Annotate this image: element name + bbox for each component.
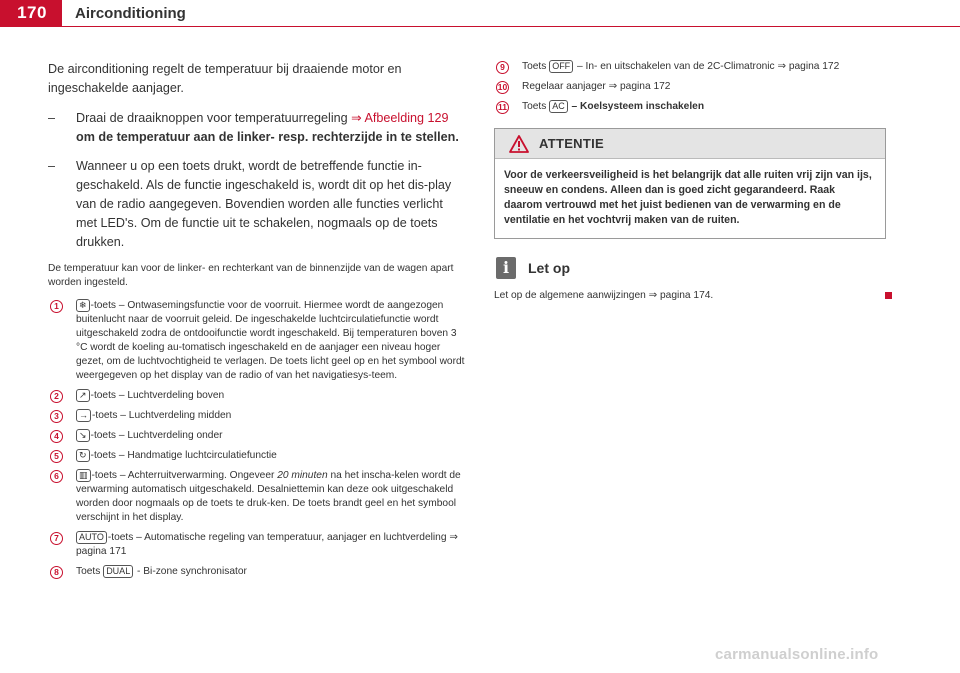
ac-key: AC: [549, 100, 568, 113]
intro-paragraph: De airconditioning regelt de temperatuur bij draaiende motor en ingeschakelde aanjager.: [48, 62, 402, 95]
callout-number: 11: [498, 102, 507, 112]
airflow-up-key-icon: ↗: [76, 389, 90, 402]
legend-item-8: [48, 565, 466, 579]
figure-link[interactable]: ⇒ Afbeelding 129: [351, 111, 449, 125]
page-header: [0, 0, 960, 30]
left-column: [48, 60, 466, 585]
legend-text: - Bi-zone synchronisator: [134, 566, 247, 577]
info-icon: i: [496, 257, 516, 279]
recirculation-key-icon: ↻: [76, 449, 90, 462]
note-text-block: [494, 289, 886, 303]
legend-text: -toets – Luchtverdeling onder: [90, 430, 223, 441]
legend-item-9: [494, 60, 886, 74]
legend-text: Regelaar aanjager ⇒ pagina 172: [522, 81, 671, 92]
legend-text: – Koelsysteem inschakelen: [568, 101, 705, 112]
dual-key: DUAL: [103, 565, 133, 578]
callout-number: 7: [50, 532, 63, 545]
legend-text: – In- en uitschakelen van de 2C-Climatronic ⇒ pagina 172: [574, 61, 840, 72]
page-number: 170: [17, 3, 47, 22]
temperature-note: De temperatuur kan voor de linker- en rechterkant van de binnenzijde van de wagen apart worden ingesteld.: [48, 263, 454, 288]
instruction-step-2: [48, 157, 466, 252]
legend-item-6: [48, 469, 466, 525]
note-title: Let op: [528, 260, 570, 276]
warning-text: Voor de verkeersveiligheid is het belangrijk dat alle ruiten vrij zijn van ijs, sneeuw en condens. Alleen dan is goed zicht gegarandeerd. Raak daarom vertrouwd met het juist bedienen van de verwarming en de ventilatie en het vochtvrij maken van de ruiten.: [504, 169, 872, 226]
off-key: OFF: [549, 60, 573, 73]
step-text: Wanneer u op een toets drukt, wordt de betreffende functie in-geschakeld. Als de functie ingeschakeld is, wordt dit op het dis-play van de radio aangegeven. Bovendien worden alle functies verlicht met LED's. Om de functie uit te schakelen, nogmaals op de toets drukken.: [76, 159, 452, 249]
callout-number: 5: [50, 450, 63, 463]
rear-defrost-key-icon: ▥: [76, 469, 91, 482]
legend-text: na het inscha-kelen wordt de verwarming automatisch uitgeschakeld. Desalniettemin kan deze ook uitgeschakeld worden door nogmaals op de toets te druk-ken. De toets brandt geel en het symbool verschijnt in het display.: [76, 470, 461, 523]
callout-number: 9: [496, 61, 509, 74]
legend-text: -toets – Handmatige luchtcirculatiefunctie: [90, 450, 277, 461]
step-dash: –: [48, 111, 56, 125]
right-column: [494, 60, 886, 303]
chapter-title: Airconditioning: [75, 5, 186, 22]
step-text: Draai de draaiknoppen voor temperatuurregeling: [76, 111, 352, 125]
airflow-middle-key-icon: →: [76, 409, 91, 422]
note-header: [494, 257, 886, 283]
page-number-tab: [0, 0, 62, 27]
warning-title: ATTENTIE: [539, 136, 604, 151]
legend-item-11: [494, 100, 886, 114]
legend-item-2: [48, 389, 466, 403]
warning-header: [495, 129, 885, 159]
callout-number: 2: [50, 390, 63, 403]
legend-item-4: [48, 429, 466, 443]
instruction-step-1: [48, 109, 466, 147]
legend-item-3: [48, 409, 466, 423]
callout-number: 1: [50, 300, 63, 313]
legend-prefix: Toets: [76, 566, 104, 577]
callout-number: 3: [50, 410, 63, 423]
callout-number: 4: [50, 430, 63, 443]
legend-text: -toets – Luchtverdeling midden: [92, 410, 232, 421]
legend-item-7: [48, 531, 466, 559]
auto-key: AUTO: [76, 531, 107, 544]
step-text-bold: om de temperatuur aan de linker- resp. rechterzijde in te stellen.: [76, 130, 459, 144]
callout-number: 8: [50, 566, 63, 579]
defrost-key-icon: ❄: [76, 299, 90, 312]
legend-text: -toets – Automatische regeling van temperatuur, aanjager en luchtverdeling ⇒ pagina 171: [76, 532, 458, 557]
watermark: carmanualsonline.info: [715, 646, 879, 663]
legend-item-10: [494, 80, 886, 94]
legend-item-1: [48, 299, 466, 383]
legend-text: -toets – Luchtverdeling boven: [90, 390, 225, 401]
legend-item-5: [48, 449, 466, 463]
legend-text: -toets – Ontwasemingsfunctie voor de voorruit. Hiermee wordt de aangezogen buitenlucht naar de voorruit geleid. De ingeschakelde luchtcirculatiefunctie wordt uitgeschakeld zodra de ontdooifunctie wordt ingeschakeld. Bij temperaturen boven 3 °C wordt de koeling au-tomatisch ingeschakeld en de aanjager een niveau hoger gezet, om de luchtvochtigheid te verlagen. De toets licht geel op en het symbool wordt weergegeven op het display van de radio of van het navigatiesys-teem.: [76, 300, 465, 381]
warning-box: [494, 128, 886, 239]
header-divider: [62, 26, 960, 27]
callout-number: 10: [497, 82, 508, 92]
legend-text-italic: 20 minuten: [277, 470, 328, 481]
legend-text: -toets – Achterruitverwarming. Ongeveer: [91, 470, 278, 481]
warning-triangle-icon: [509, 135, 529, 153]
end-of-section-mark-icon: [885, 292, 892, 299]
airflow-down-key-icon: ↘: [76, 429, 90, 442]
step-dash: –: [48, 159, 56, 173]
legend-prefix: Toets: [522, 101, 550, 112]
legend-prefix: Toets: [522, 61, 550, 72]
note-text: Let op de algemene aanwijzingen ⇒ pagina 174.: [494, 290, 714, 301]
callout-number: 6: [50, 470, 63, 483]
